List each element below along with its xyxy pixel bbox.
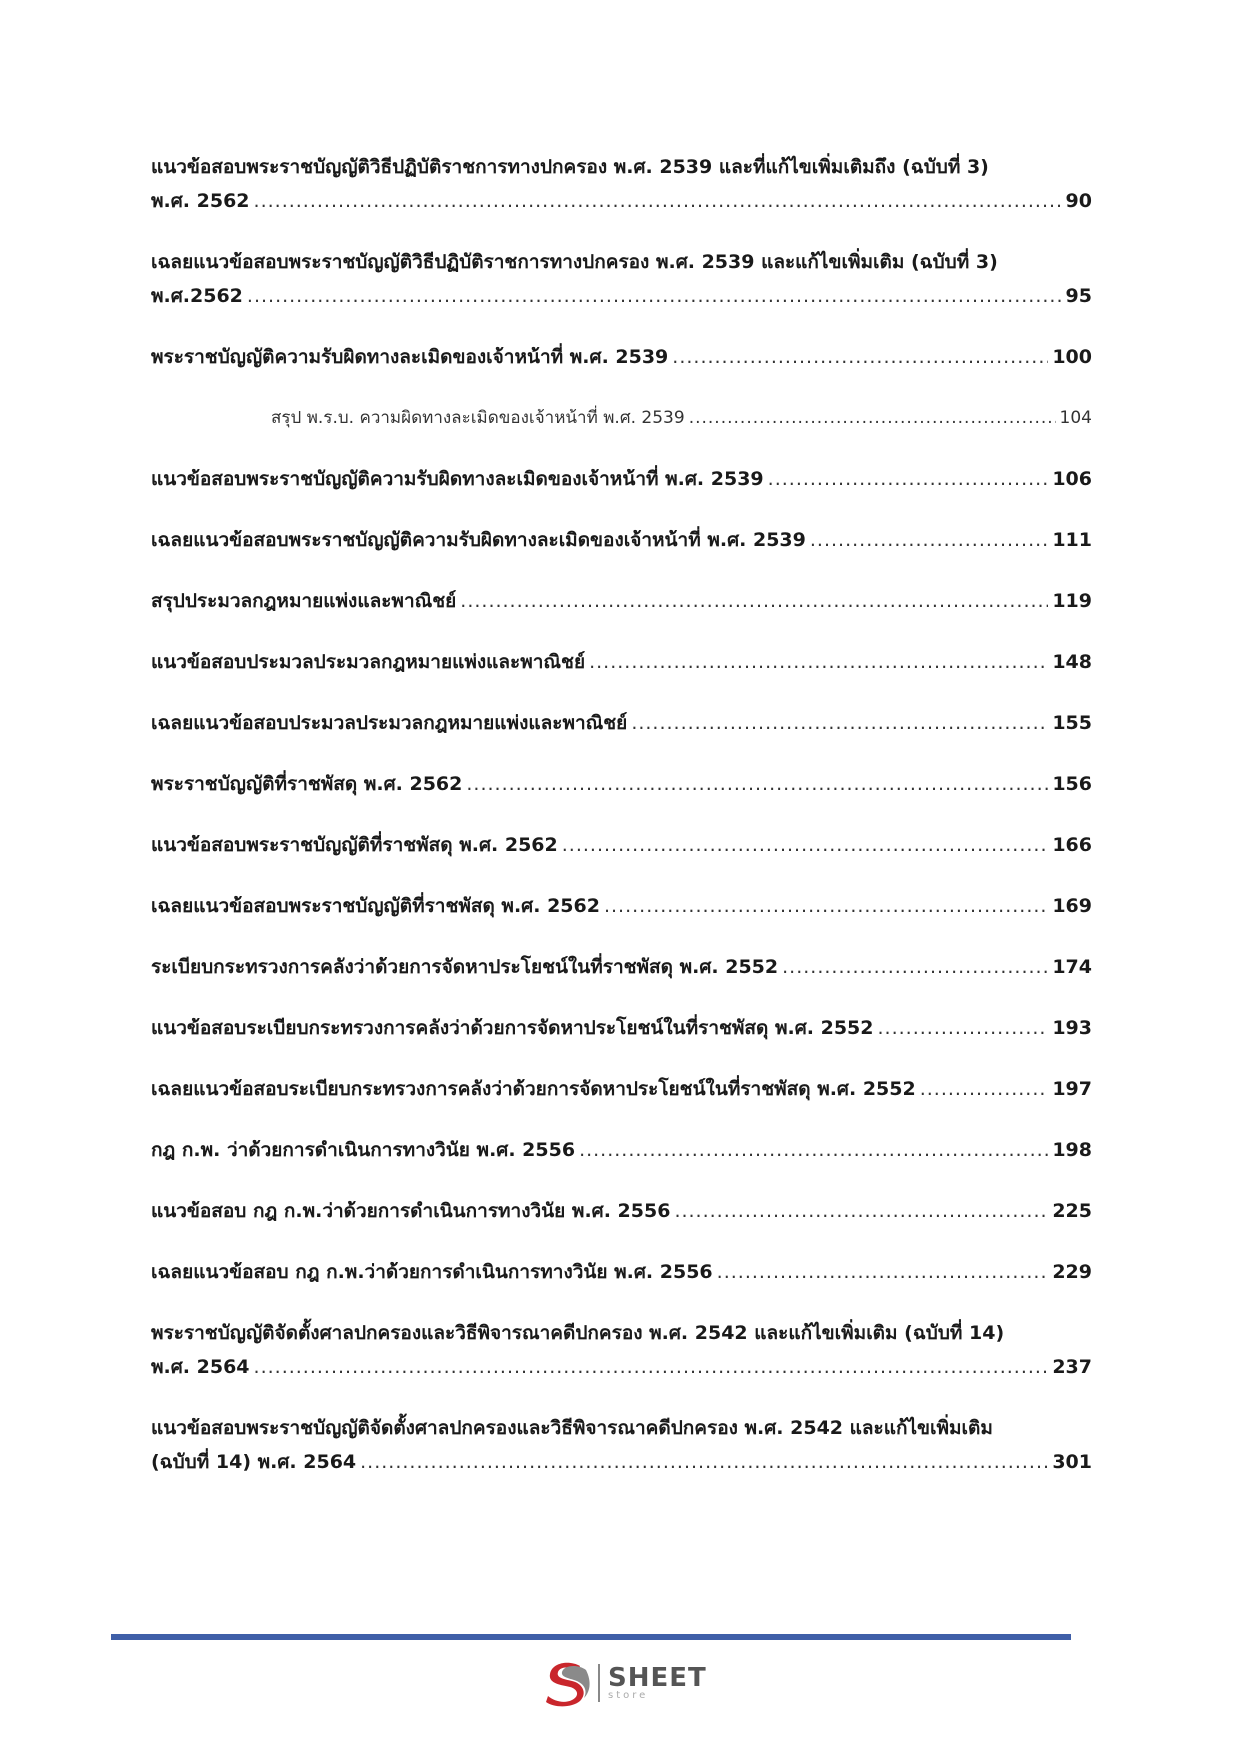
toc-entry[interactable]: [151, 828, 1092, 862]
toc-entry[interactable]: [151, 462, 1092, 496]
toc-entry[interactable]: [151, 1255, 1092, 1289]
toc-entry[interactable]: [151, 706, 1092, 740]
leader-dots: [466, 767, 1048, 801]
logo-subword: store: [608, 1690, 649, 1701]
toc-entry[interactable]: [151, 645, 1092, 679]
toc-subentry[interactable]: [151, 401, 1092, 435]
toc-entry[interactable]: [151, 1316, 1092, 1384]
leader-dots: [920, 1072, 1049, 1106]
footer-rule: [111, 1634, 1071, 1640]
leader-dots: [460, 584, 1048, 618]
toc-entry[interactable]: [151, 1072, 1092, 1106]
leader-dots: [717, 1255, 1049, 1289]
leader-dots: [878, 1011, 1049, 1045]
sheet-store-logo-icon: [540, 1658, 594, 1708]
toc-entry-page: 106: [1052, 468, 1092, 490]
toc-entry-page: 156: [1052, 773, 1092, 795]
toc-entry-title: แนวข้อสอบประมวลประมวลกฎหมายแพ่งและพาณิชย์: [151, 651, 586, 673]
toc-entry-page: 301: [1052, 1451, 1092, 1473]
toc-entry-page: 119: [1052, 590, 1092, 612]
leader-dots: [360, 1445, 1048, 1479]
toc-entry-page: 198: [1052, 1139, 1092, 1161]
toc-entry[interactable]: [151, 584, 1092, 618]
toc-entry[interactable]: [151, 150, 1092, 218]
leader-dots: [768, 462, 1049, 496]
toc-entry-title: พ.ศ.2562: [151, 285, 243, 307]
toc-entry-title: พระราชบัญญัติที่ราชพัสดุ พ.ศ. 2562: [151, 773, 463, 795]
leader-dots: [254, 184, 1062, 218]
toc-entry-title: กฎ ก.พ. ว่าด้วยการดำเนินการทางวินัย พ.ศ. 2556: [151, 1139, 576, 1161]
toc-entry-page: 155: [1052, 712, 1092, 734]
toc-entry-page: 197: [1052, 1078, 1092, 1100]
sheet-store-logo: [540, 1658, 720, 1708]
toc-entry-title: เฉลยแนวข้อสอบระเบียบกระทรวงการคลังว่าด้วยการจัดหาประโยชน์ในที่ราชพัสดุ พ.ศ. 2552: [151, 1078, 916, 1100]
toc-entry-page: 174: [1052, 956, 1092, 978]
toc-entry-title: สรุปประมวลกฎหมายแพ่งและพาณิชย์: [151, 590, 457, 612]
toc-entry[interactable]: [151, 767, 1092, 801]
toc-entry[interactable]: [151, 889, 1092, 923]
leader-dots: [254, 1350, 1049, 1384]
leader-dots: [810, 523, 1048, 557]
toc-entry[interactable]: [151, 523, 1092, 557]
toc-entry-title: (ฉบับที่ 14) พ.ศ. 2564: [151, 1451, 357, 1473]
toc-entry-page: 104: [1059, 408, 1092, 428]
toc-entry-title: เฉลยแนวข้อสอบประมวลประมวลกฎหมายแพ่งและพาณิชย์: [151, 712, 628, 734]
toc-entry-title: พระราชบัญญัติจัดตั้งศาลปกครองและวิธีพิจารณาคดีปกครอง พ.ศ. 2542 และแก้ไขเพิ่มเติม (ฉบับที่ 14): [151, 1322, 1005, 1344]
toc-entry-title: แนวข้อสอบพระราชบัญญัติจัดตั้งศาลปกครองและวิธีพิจารณาคดีปกครอง พ.ศ. 2542 และแก้ไขเพิ่มเติม: [151, 1417, 993, 1439]
toc-entry-title: แนวข้อสอบพระราชบัญญัติที่ราชพัสดุ พ.ศ. 2562: [151, 834, 558, 856]
toc-entry-title: พ.ศ. 2564: [151, 1356, 250, 1378]
toc-entry-title: แนวข้อสอบพระราชบัญญัติวิธีปฏิบัติราชการทางปกครอง พ.ศ. 2539 และที่แก้ไขเพิ่มเติมถึง (ฉบับที่ 3): [151, 156, 989, 178]
toc-entry-page: 193: [1052, 1017, 1092, 1039]
toc-entry[interactable]: [151, 1194, 1092, 1228]
leader-dots: [604, 889, 1048, 923]
toc-entry-page: 169: [1052, 895, 1092, 917]
toc-entry-title: แนวข้อสอบพระราชบัญญัติความรับผิดทางละเมิดของเจ้าหน้าที่ พ.ศ. 2539: [151, 468, 764, 490]
toc-entry-page: 95: [1065, 285, 1092, 307]
toc-entry-page: 225: [1052, 1200, 1092, 1222]
toc-entry-page: 166: [1052, 834, 1092, 856]
toc-entry-title: เฉลยแนวข้อสอบพระราชบัญญัติวิธีปฏิบัติราชการทางปกครอง พ.ศ. 2539 และแก้ไขเพิ่มเติม (ฉบับที่ 3): [151, 251, 998, 273]
leader-dots: [782, 950, 1048, 984]
toc-entry[interactable]: [151, 1011, 1092, 1045]
toc-entry-page: 148: [1052, 651, 1092, 673]
leader-dots: [589, 645, 1048, 679]
toc-entry-title: ระเบียบกระทรวงการคลังว่าด้วยการจัดหาประโยชน์ในที่ราชพัสดุ พ.ศ. 2552: [151, 956, 779, 978]
toc-entry-title: เฉลยแนวข้อสอบ กฎ ก.พ.ว่าด้วยการดำเนินการทางวินัย พ.ศ. 2556: [151, 1261, 713, 1283]
leader-dots: [247, 279, 1062, 313]
toc-entry-title: พ.ศ. 2562: [151, 190, 250, 212]
toc-entry[interactable]: [151, 1411, 1092, 1479]
leader-dots: [674, 1194, 1048, 1228]
leader-dots: [631, 706, 1048, 740]
toc-entry[interactable]: [151, 950, 1092, 984]
logo-separator: [598, 1664, 600, 1702]
toc-entry[interactable]: [151, 340, 1092, 374]
toc-entry[interactable]: [151, 1133, 1092, 1167]
toc-entry-page: 111: [1052, 529, 1092, 551]
logo-word: SHEET: [608, 1663, 707, 1693]
toc-entry-page: 100: [1052, 346, 1092, 368]
toc-entry-title: เฉลยแนวข้อสอบพระราชบัญญัติความรับผิดทางละเมิดของเจ้าหน้าที่ พ.ศ. 2539: [151, 529, 806, 551]
toc-entry-title: แนวข้อสอบระเบียบกระทรวงการคลังว่าด้วยการจัดหาประโยชน์ในที่ราชพัสดุ พ.ศ. 2552: [151, 1017, 874, 1039]
leader-dots: [579, 1133, 1048, 1167]
toc-entry-title: พระราชบัญญัติความรับผิดทางละเมิดของเจ้าหน้าที่ พ.ศ. 2539: [151, 346, 669, 368]
leader-dots: [689, 401, 1056, 435]
toc-entry-title: สรุป พ.ร.บ. ความผิดทางละเมิดของเจ้าหน้าที่ พ.ศ. 2539: [271, 408, 685, 428]
toc-entry-page: 229: [1052, 1261, 1092, 1283]
toc-entry-page: 90: [1065, 190, 1092, 212]
toc-entry-title: เฉลยแนวข้อสอบพระราชบัญญัติที่ราชพัสดุ พ.ศ. 2562: [151, 895, 600, 917]
leader-dots: [672, 340, 1048, 374]
leader-dots: [562, 828, 1049, 862]
toc-entry-page: 237: [1052, 1356, 1092, 1378]
table-of-contents: [151, 150, 1092, 1506]
toc-entry[interactable]: [151, 245, 1092, 313]
toc-entry-title: แนวข้อสอบ กฎ ก.พ.ว่าด้วยการดำเนินการทางวินัย พ.ศ. 2556: [151, 1200, 671, 1222]
